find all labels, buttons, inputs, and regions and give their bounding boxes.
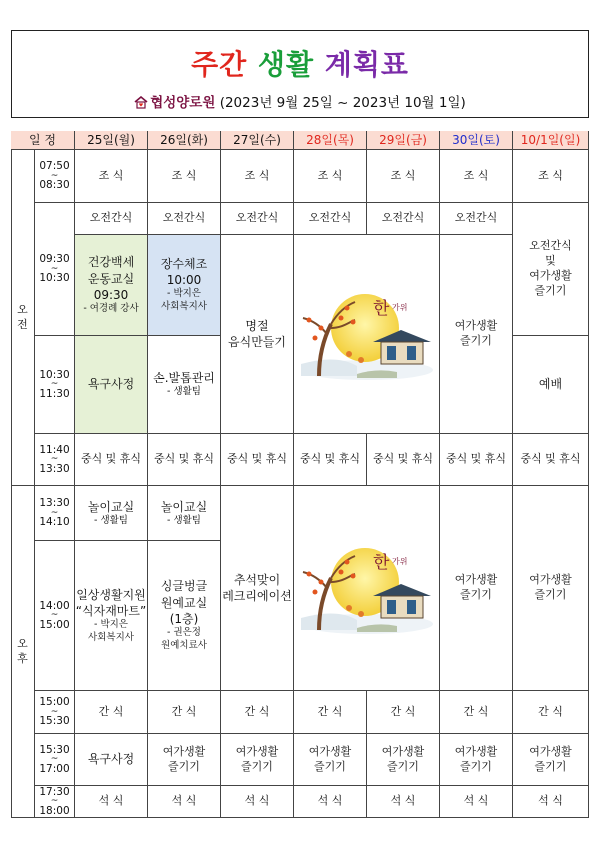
- cell-text: 여가생활: [454, 744, 498, 758]
- chuseok-art-am: [294, 235, 440, 434]
- time-end: 15:30: [39, 715, 70, 728]
- cell-text: 중식 및 휴식: [153, 452, 215, 466]
- cell-text: 욕구사정: [87, 752, 135, 767]
- subtitle: [12, 91, 588, 111]
- cell-text: 간 식: [390, 704, 416, 718]
- cell-text: 간 식: [463, 704, 489, 718]
- sun-worship-cell: [513, 336, 589, 434]
- time-start: 10:30: [39, 368, 70, 381]
- time-tilde: ~: [50, 170, 59, 181]
- cell-text: 예배: [538, 377, 563, 392]
- cell-text: 놀이교실: [87, 499, 135, 514]
- cell-text: 조 식: [244, 168, 270, 182]
- period-label: 오 전: [17, 302, 28, 331]
- dinner-cell: [221, 786, 294, 818]
- time-slot-5: [35, 486, 75, 541]
- cell-text: 즐기기: [460, 334, 492, 347]
- time-slot-8: [35, 734, 75, 786]
- snack-cell: [367, 691, 440, 734]
- period-am: [11, 150, 35, 486]
- art-text-han: 한: [372, 299, 389, 319]
- time-tilde: ~: [50, 610, 59, 621]
- dinner-cell: [148, 786, 221, 818]
- date-label: 일 정: [29, 132, 56, 147]
- lunch-cell: [367, 434, 440, 486]
- tue-exercise-cell: [148, 235, 221, 336]
- cell-text: 여가생활: [454, 319, 498, 333]
- lunch-cell: [75, 434, 148, 486]
- time-start: 13:30: [39, 497, 70, 510]
- cell-text: 석 식: [171, 794, 197, 808]
- cell-text: 10:00: [166, 273, 202, 288]
- page-title: [12, 43, 588, 83]
- header-day-6: [440, 131, 513, 150]
- cell-text: 간 식: [538, 704, 563, 718]
- cell-text: 중식 및 휴식: [372, 452, 434, 466]
- leisure-late-cell: [148, 734, 221, 786]
- mon-needs-cell: [75, 336, 148, 434]
- cell-text: 중식 및 휴식: [520, 452, 581, 466]
- day-label: 27일(수): [233, 132, 281, 147]
- leisure-late-cell: [294, 734, 367, 786]
- time-end: 11:30: [39, 387, 70, 400]
- cell-text: 중식 및 휴식: [226, 452, 288, 466]
- sun-am-cell: [513, 203, 589, 336]
- lunch-cell: [148, 434, 221, 486]
- time-end: 15:00: [39, 618, 70, 631]
- cell-text: 오전간식: [308, 211, 352, 225]
- leisure-late-cell: [513, 734, 589, 786]
- dinner-cell: [440, 786, 513, 818]
- header-day-4: [294, 131, 367, 150]
- snack-cell: [440, 691, 513, 734]
- breakfast-cell: [294, 150, 367, 203]
- day-label: 30일(토): [452, 132, 500, 147]
- chuseok-illustration-1: [297, 284, 437, 384]
- cell-text: 중식 및 휴식: [80, 452, 142, 466]
- header-day-3: [221, 131, 294, 150]
- time-slot-9: [35, 786, 75, 818]
- leisure-late-cell: [440, 734, 513, 786]
- time-end: 13:30: [39, 462, 70, 475]
- time-slot-7: [35, 691, 75, 734]
- title-word-1: 주간: [191, 48, 248, 81]
- cell-text: 석 식: [538, 794, 563, 808]
- time-slot-2: [35, 203, 75, 336]
- mon-play-cell: [75, 486, 148, 541]
- time-tilde: ~: [50, 263, 59, 274]
- mon-support-cell: [75, 541, 148, 691]
- wed-recreation-cell: [221, 486, 294, 691]
- day-label: 28일(목): [306, 132, 354, 147]
- lunch-cell: [221, 434, 294, 486]
- mon-needs-late-cell: [75, 734, 148, 786]
- header-day-1: [75, 131, 148, 150]
- cell-text: 즐기기: [534, 283, 567, 297]
- time-tilde: ~: [50, 507, 59, 518]
- cell-text: 즐기기: [168, 759, 200, 773]
- title-word-2: 생활: [257, 48, 315, 81]
- cell-text: 조 식: [538, 168, 563, 182]
- org-name: 협성양로원: [150, 95, 216, 111]
- cell-text: 여가생활: [235, 744, 279, 758]
- day-label: 25일(월): [87, 132, 135, 147]
- snack-cell: [221, 691, 294, 734]
- header-day-5: [367, 131, 440, 150]
- cell-text: 즐기기: [534, 759, 567, 773]
- art-text-gawi: 가위: [391, 557, 407, 566]
- sat-leisure-pm: [440, 486, 513, 691]
- time-end: 18:00: [39, 804, 70, 817]
- cell-text: 오전간식: [89, 211, 133, 225]
- cell-text: 손.발톱관리: [153, 371, 215, 385]
- tue-garden-cell: [148, 541, 221, 691]
- time-slot-1: [35, 150, 75, 203]
- time-start: 14:00: [39, 599, 70, 612]
- period-pm: [11, 486, 35, 818]
- cell-text: 일상생활지원: [76, 587, 146, 602]
- cell-text: 사회복지사: [88, 631, 134, 643]
- cell-text: 여가생활: [454, 573, 498, 587]
- cell-text: 즐기기: [387, 759, 419, 773]
- cell-text: 즐기기: [314, 759, 346, 773]
- cell-text: 여가생활: [529, 573, 572, 587]
- cell-text: 오전간식: [454, 211, 498, 225]
- cell-text: 원예교실: [160, 595, 208, 610]
- cell-text: 중식 및 휴식: [445, 452, 507, 466]
- time-tilde: ~: [50, 706, 59, 717]
- cell-text: - 생활팀: [94, 514, 128, 526]
- cell-text: - 박지은: [94, 618, 128, 630]
- cell-text: 오전간식: [529, 239, 572, 253]
- house-logo-icon: [134, 96, 148, 109]
- day-label: 29일(금): [379, 132, 427, 147]
- cell-text: 욕구사정: [87, 377, 135, 392]
- time-start: 17:30: [39, 785, 70, 798]
- tue-play-cell: [148, 486, 221, 541]
- cell-text: “식자재마트”: [75, 603, 147, 618]
- cell-text: 및: [545, 254, 556, 268]
- am-snack-cell: [367, 203, 440, 235]
- cell-text: 조 식: [317, 168, 343, 182]
- cell-text: - 여경례 강사: [83, 302, 139, 314]
- header-day-2: [148, 131, 221, 150]
- cell-text: 사회복지사: [161, 301, 207, 313]
- cell-text: 중식 및 휴식: [299, 452, 361, 466]
- schedule-table: [11, 131, 589, 818]
- cell-text: 오전간식: [235, 211, 279, 225]
- cell-text: 싱글벙글: [160, 579, 208, 594]
- time-slot-6: [35, 541, 75, 691]
- cell-text: 명절: [245, 318, 269, 333]
- cell-text: 건강백세: [87, 255, 135, 270]
- breakfast-cell: [221, 150, 294, 203]
- day-label: 10/1일(일): [520, 132, 581, 147]
- art-text-gawi: 가위: [391, 303, 407, 312]
- time-tilde: ~: [50, 796, 59, 807]
- tue-nail-cell: [148, 336, 221, 434]
- header-box: [11, 30, 589, 118]
- cell-text: 여가생활: [308, 744, 352, 758]
- am-snack-cell: [75, 203, 148, 235]
- cell-text: 조 식: [463, 168, 489, 182]
- cell-text: 추석맞이: [233, 572, 281, 587]
- cell-text: 운동교실: [87, 271, 135, 286]
- time-tilde: ~: [50, 454, 59, 465]
- title-word-3: 계획표: [324, 48, 409, 81]
- breakfast-cell: [513, 150, 589, 203]
- cell-text: 간 식: [98, 704, 124, 718]
- chuseok-art-pm: [294, 486, 440, 691]
- day-label: 26일(화): [160, 132, 208, 147]
- dinner-cell: [367, 786, 440, 818]
- snack-cell: [148, 691, 221, 734]
- cell-text: 즐기기: [241, 759, 273, 773]
- cell-text: - 박지은: [167, 288, 201, 300]
- am-snack-cell: [440, 203, 513, 235]
- snack-cell: [75, 691, 148, 734]
- cell-text: 조 식: [390, 168, 416, 182]
- cell-text: 조 식: [98, 168, 124, 182]
- cell-text: 석 식: [463, 794, 489, 808]
- period-label: 오 후: [17, 636, 28, 665]
- sun-leisure-pm: [513, 486, 589, 691]
- cell-text: 석 식: [98, 794, 124, 808]
- breakfast-cell: [440, 150, 513, 203]
- snack-cell: [513, 691, 589, 734]
- time-start: 07:50: [39, 160, 70, 173]
- leisure-late-cell: [367, 734, 440, 786]
- cell-text: 석 식: [244, 794, 270, 808]
- cell-text: 조 식: [171, 168, 197, 182]
- cell-text: - 생활팀: [167, 386, 201, 398]
- time-slot-3: [35, 336, 75, 434]
- cell-text: 간 식: [244, 704, 270, 718]
- dinner-cell: [294, 786, 367, 818]
- time-start: 15:00: [39, 696, 70, 709]
- cell-text: 원예치료사: [161, 639, 207, 651]
- time-end: 08:30: [39, 179, 70, 192]
- cell-text: 간 식: [171, 704, 197, 718]
- time-start: 09:30: [39, 253, 70, 266]
- cell-text: 석 식: [390, 794, 416, 808]
- time-slot-4: [35, 434, 75, 486]
- cell-text: 석 식: [317, 794, 343, 808]
- time-end: 14:10: [39, 516, 70, 529]
- cell-text: - 권은정: [167, 626, 201, 638]
- header-date-label: [11, 131, 75, 150]
- mon-exercise-cell: [75, 235, 148, 336]
- date-range: (2023년 9월 25일 ~ 2023년 10월 1일): [215, 95, 466, 111]
- lunch-cell: [294, 434, 367, 486]
- am-snack-cell: [294, 203, 367, 235]
- cell-text: 레크리에이션: [222, 589, 292, 603]
- breakfast-cell: [367, 150, 440, 203]
- cell-text: 오전간식: [162, 211, 206, 225]
- cell-text: 즐기기: [534, 588, 567, 601]
- wed-cooking-cell: [221, 235, 294, 434]
- lunch-cell: [513, 434, 589, 486]
- cell-text: 여가생활: [162, 744, 206, 758]
- time-start: 15:30: [39, 743, 70, 756]
- am-snack-cell: [221, 203, 294, 235]
- sat-leisure-am: [440, 235, 513, 434]
- breakfast-cell: [148, 150, 221, 203]
- cell-text: 여가생활: [529, 269, 572, 282]
- chuseok-illustration-2: [297, 538, 437, 638]
- lunch-cell: [440, 434, 513, 486]
- am-snack-cell: [148, 203, 221, 235]
- header-day-7: [513, 131, 589, 150]
- cell-text: 즐기기: [460, 588, 492, 601]
- cell-text: 놀이교실: [160, 499, 208, 514]
- cell-text: 오전간식: [381, 211, 425, 225]
- time-tilde: ~: [50, 754, 59, 765]
- time-start: 11:40: [39, 443, 70, 456]
- time-end: 10:30: [39, 272, 70, 285]
- dinner-cell: [513, 786, 589, 818]
- cell-text: 여가생활: [381, 744, 425, 758]
- leisure-late-cell: [221, 734, 294, 786]
- cell-text: 즐기기: [460, 759, 492, 773]
- art-text-han: 한: [372, 553, 389, 573]
- time-tilde: ~: [50, 379, 59, 390]
- cell-text: 장수체조: [160, 257, 208, 271]
- time-end: 17:00: [39, 762, 70, 775]
- cell-text: 여가생활: [529, 744, 572, 758]
- breakfast-cell: [75, 150, 148, 203]
- cell-text: (1층): [169, 611, 199, 626]
- snack-cell: [294, 691, 367, 734]
- dinner-cell: [75, 786, 148, 818]
- cell-text: 09:30: [93, 287, 129, 302]
- cell-text: 간 식: [317, 704, 343, 718]
- cell-text: 음식만들기: [228, 335, 286, 349]
- cell-text: - 생활팀: [167, 514, 201, 526]
